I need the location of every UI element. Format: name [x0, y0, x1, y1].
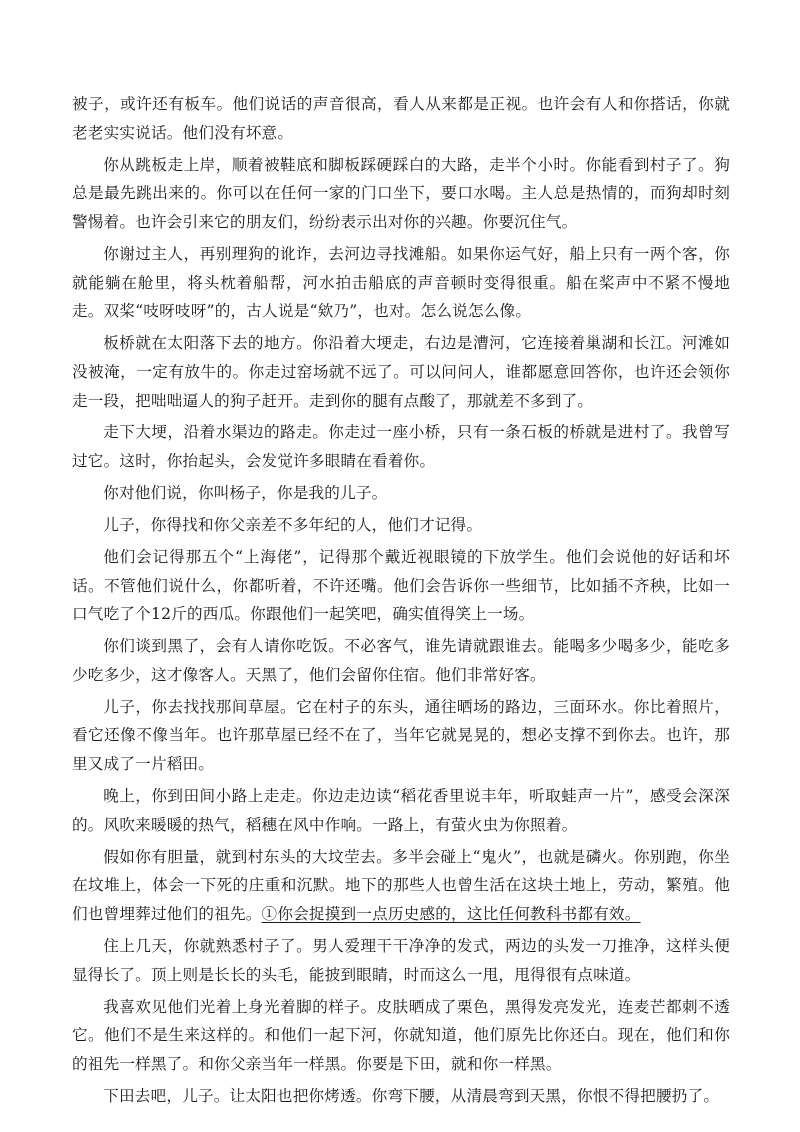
underlined-sentence-1: ①你会捉摸到一点历史感的，这比任何教科书都有效。	[261, 905, 641, 924]
paragraph-10: 儿子，你去找找那间草屋。它在村子的东头，通往晒场的路边，三面环水。你比着照片，看它还像不像当年。也许那草屋已经不在了，当年它就晃晃的，想必支撑不到你去。也许，那里又成了一片稻田。	[72, 697, 730, 774]
document-page	[72, 90, 730, 1114]
paragraph-5: 走下大埂，沿着水渠边的路走。你走过一座小桥，只有一条石板的桥就是进村了。我曾写过它。这时，你抬起头，会发觉许多眼睛在看着你。	[72, 423, 730, 471]
paragraph-12-text: 假如你有胆量，就到村东头的大坟茔去。多半会碰上“鬼火”，也就是磷火。你别跑，你坐在坟堆上，体会一下死的庄重和沉默。地下的那些人也曾生活在这块土地上，劳动，繁殖。他们也曾埋葬过他们的祖先。	[72, 847, 730, 924]
paragraph-8: 他们会记得那五个“上海佬”，记得那个戴近视眼镜的下放学生。他们会说他的好话和坏话。不管他们说什么，你都听着，不许还嘴。他们会告诉你一些细节，比如插不齐秧，比如一口气吃了个12斤的西瓜。你跟他们一起笑吧，确实值得笑上一场。	[72, 547, 730, 624]
paragraph-14: 我喜欢见他们光着上身光着脚的样子。皮肤晒成了栗色，黑得发亮发光，连麦芒都刺不透它。他们不是生来这样的。和他们一起下河，你就知道，他们原先比你还白。现在，他们和你的祖先一样黑了。和你父亲当年一样黑。你要是下田，就和你一样黑。	[72, 997, 730, 1073]
paragraph-1: 被子，或许还有板车。他们说话的声音很高，看人从来都是正视。也许会有人和你搭话，你就老老实实说话。他们没有坏意。	[72, 95, 730, 142]
paragraph-13: 住上几天，你就熟悉村子了。男人爱理干干净净的发式，两边的头发一刀推净，这样头便显得长了。顶上则是长长的头毛，能披到眼睛，时而这么一甩，甩得很有点味道。	[72, 936, 730, 984]
paragraph-3: 你谢过主人，再别理狗的讹诈，去河边寻找滩船。如果你运气好，船上只有一两个客，你就能躺在舱里，将头枕着船帮，河水拍击船底的声音顿时变得很重。船在桨声中不紧不慢地走。双桨“吱呀吱呀”的，古人说是“欸乃”，也对。怎么说怎么像。	[72, 244, 730, 321]
paragraph-9: 你们谈到黑了，会有人请你吃饭。不必客气，谁先请就跟谁去。能喝多少喝多少，能吃多少吃多少，这才像客人。天黑了，他们会留你住宿。他们非常好客。	[72, 637, 730, 684]
paragraph-2: 你从跳板走上岸，顺着被鞋底和脚板踩硬踩白的大路，走半个小时。你能看到村子了。狗总是最先跳出来的。你可以在任何一家的门口坐下，要口水喝。主人总是热情的，而狗却时刻警惕着。也许会引来它的朋友们，纷纷表示出对你的兴趣。你要沉住气。	[72, 155, 730, 231]
paragraph-6: 你对他们说，你叫杨子，你是我的儿子。	[103, 484, 388, 503]
paragraph-11: 晚上，你到田间小路上走走。你边走边读“稻花香里说丰年，听取蛙声一片”，感受会深深的。风吹来暖暖的热气，稻穗在风中作响。一路上，有萤火虫为你照着。	[72, 787, 730, 834]
paragraph-15: 下田去吧，儿子。让太阳也把你烤透。你弯下腰，从清晨弯到天黑，你恨不得把腰扔了。	[103, 1086, 720, 1105]
paragraph-12	[72, 843, 730, 929]
paragraph-4: 板桥就在太阳落下去的地方。你沿着大埂走，右边是漕河，它连接着巢湖和长江。河滩如没被淹，一定有放牛的。你走过窑场就不远了。可以问问人，谁都愿意回答你，也许还会领你走一段，把咄咄逼人的狗子赶开。走到你的腿有点酸了，那就差不多到了。	[72, 334, 730, 410]
paragraph-7: 儿子，你得找和你父亲差不多年纪的人，他们才记得。	[103, 515, 483, 534]
